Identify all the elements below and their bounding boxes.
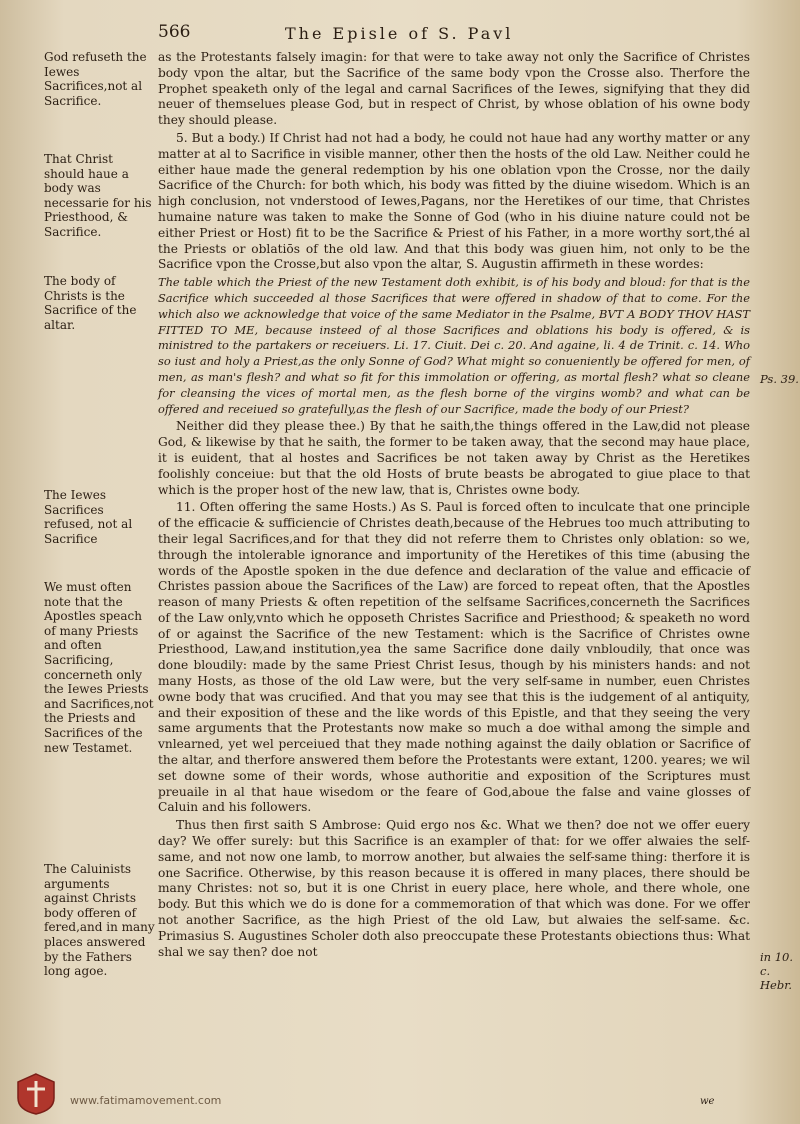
margin-note: That Christ should haue a body was necessarie for his Priesthood, & Sacrifice. — [44, 152, 152, 239]
running-title: The Episle of S. Pavl — [285, 24, 514, 43]
watermark: www.fatimamovement.com — [70, 1094, 222, 1107]
margin-note: God refuseth the Iewes Sacrifices,not al Sacrifice. — [44, 50, 147, 108]
publisher-logo-icon — [14, 1072, 58, 1116]
margin-note: The Caluinists arguments against Christs body offeren of fered,and in many places answered by the Fathers long agoe. — [44, 862, 155, 979]
quotation: The table which the Priest of the new Testament doth exhibit, is of his body and bloud: for that is the Sacrifice which succeeded al those Sacrifices that were offered in shadow of that to come. For the which also we acknowledge that voice of the same Mediator in the Psalme, BVT A BODY THOV HAST FITTED TO ME, because insteed of al those Sacrifices and oblations his body is offered, & is ministred to the partakers or receiuers. Li. 17. Ciuit. Dei c. 20. And againe, li. 4 de Trinit. c. 14. Who so iust and holy a Priest,as the only Sonne of God? What might so conueniently be offered for men, of men, as man's flesh? and what so fit for this immolation or offering, as mortal flesh? what so cleane for cleansing the vices of mortal men, as the flesh borne of the virgins womb? and what can be offered and receiued so gratefully,as the flesh of our Sacrifice, made the body of our Priest? — [158, 275, 750, 416]
main-text — [158, 50, 750, 962]
paragraph: 11. Often offering the same Hosts.) As S. Paul is forced often to inculcate that one principle of the efficacie & sufficiencie of Christes death,because of the Hebrues too much attributing to their legal Sacrifices,and for that they did not referre them to Christes only oblation: so we, through the intolerable ignorance and importunity of the Heretikes of this time (abusing the words of the Apostle spoken in the due defence and declaration of the value and efficacie of Christes passion aboue the Sacrifices of the Law) are forced to repeat often, that the Apostles reason of many Priests & often repetition of the selfsame Sacrifices,concerneth the Sacrifices of the Law only,vnto which he opposeth Christes Sacrifice and Priesthood; & speaketh no word of or against the Sacrifice of the new Testament: which is the Sacrifice of Christes owne Priesthood, Law,and institution,yea the same Sacrifice done daily vnbloudily, that once was done bloudily: made by the same Priest Christ Iesus, though by his ministers hands: and not many Hosts, as those of the old Law were, but the very self-same in number, euen Christes owne body that was crucified. And that you may see that this is the iudgement of al antiquity, and their exposition of these and the like words of this Epistle, and that they seeing the very same arguments that the Protestants now make so much a doe withal among the simple and vnlearned, yet wel perceiued that they made nothing against the daily oblation or Sacrifice of the altar, and therfore answered them before the Protestants were extant, 1200. yeares; we wil set downe some of their words, whose authoritie and exposition of the Scriptures must preuaile in al that haue wisedom or the feare of God,aboue the false and vaine glosses of Caluin and his followers. — [158, 500, 750, 815]
paragraph: 5. But a body.) If Christ had not had a body, he could not haue had any worthy matter or any matter at al to Sacrifice in visible manner, other then the hosts of the old Law. Neither could he either haue made the general redemption by his one oblation vpon the Crosse, nor the daily Sacrifice of the Church: for both which, his body was fitted by the diuine wisedom. Which is an high conclusion, not vnderstood of Iewes,Pagans, nor the Heretikes of our time, that Christes humaine nature was taken to make the Sonne of God (who in his diuine nature could not be either Priest or Host) fit to be the Sacrifice & Priest of his Father, in a more worthy sort,thé al the Priests or oblatiōs of the old law. And that this body was giuen him, not only to be the Sacrifice vpon the Crosse,but also vpon the altar, S. Augustin affirmeth in these wordes: — [158, 130, 750, 272]
margin-note: The Iewes Sacrifices refused, not al Sacrifice — [44, 488, 133, 546]
paragraph: Neither did they please thee.) By that he saith,the things offered in the Law,did not please God, & likewise by that he saith, the former to be taken away, that the second may haue place, it is euident, that al hostes and Sacrifices be not taken away by Christ as the Heretikes foolishly conceiue: but that the old Hosts of brute beasts be abrogated to giue place to that which is the proper host of the new law, that is, Christes owne body. — [158, 419, 750, 497]
paragraph: Thus then first saith S Ambrose: Quid ergo nos &c. What we then? doe not we offer euery day? We offer surely: but this Sacrifice is an exampler of that: for we offer alwaies the self-same, and not now one lamb, to morrow another, but alwaies the self-same thing: therfore it is one Sacrifice. Otherwise, by this reason because it is offered in many places, there should be many Christes: not so, but it is one Christ in euery place, here whole, and there whole, one body. But this which we do is done for a commemoration of that which was done. For we offer not another Sacrifice, as the high Priest of the old Law, but alwaies the self-same. &c. Primasius S. Augustines Scholer doth also preoccupate these Protestants obiections thus: What shal we say then? doe not — [158, 818, 750, 959]
catchword: we — [700, 1096, 715, 1107]
scripture-reference: Ps. 39. — [760, 372, 799, 386]
page-number: 566 — [158, 22, 191, 42]
paragraph: as the Protestants falsely imagin: for that were to take away not only the Sacrifice of Christes body vpon the altar, but the Sacrifice of the same body vpon the Crosse also. Therfore the Prophet speaketh only of the legal and carnal Sacrifices of the Iewes, signifying that they did neuer of themselues please God, but in respect of Christ, by whose oblation of his owne body they should please. — [158, 50, 750, 128]
margin-note: We must often note that the Apostles speach of many Priests and often Sacrificing, concerneth only the Iewes Priests and Sacrifices,not the Priests and Sacrifices of the new Testamet. — [44, 580, 154, 755]
margin-note: The body of Christs is the Sacrifice of the altar. — [44, 274, 137, 332]
scripture-reference: in 10. c. Hebr. — [760, 950, 794, 992]
